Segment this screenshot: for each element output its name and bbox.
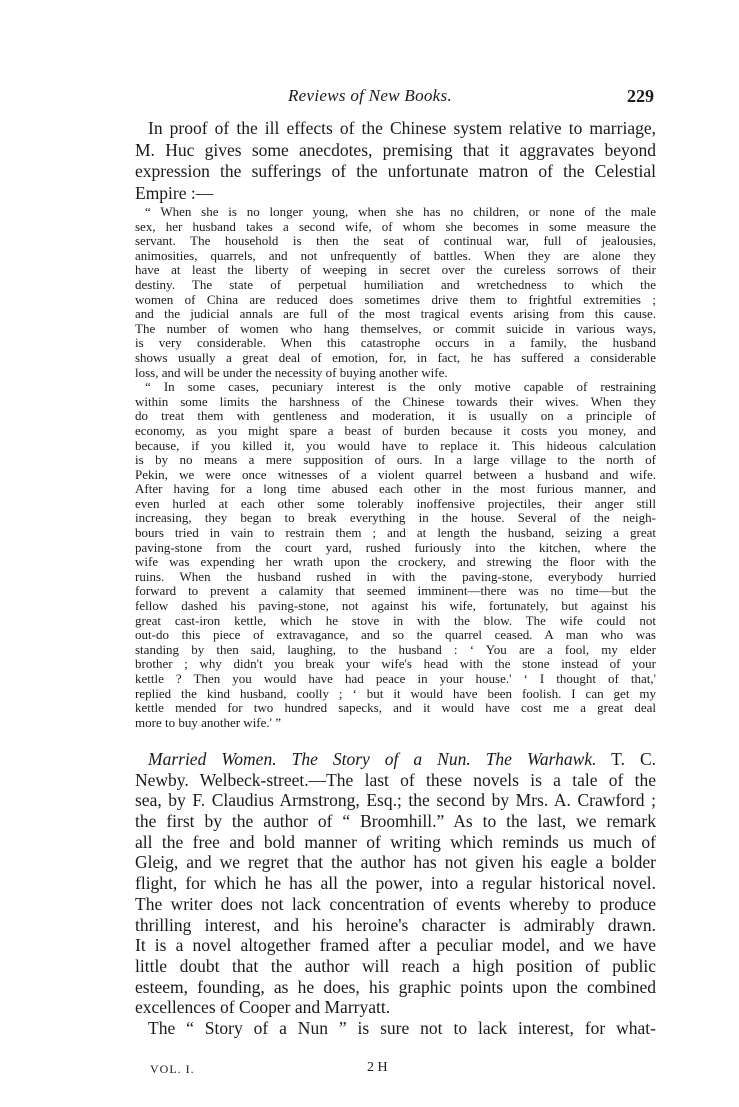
quote-line: kettle mended for two hundred sapecks, and it would have cost me a great deal: [135, 701, 656, 716]
review-paragraph: [135, 749, 656, 1039]
book-title: The Warhawk.: [485, 749, 597, 769]
quote-line: do treat them with gentleness and moderation, it is usually on a principle of: [135, 409, 656, 424]
review-heading-line: [135, 749, 656, 770]
quote-line: “ In some cases, pecuniary interest is the only motive capable of restraining: [145, 380, 656, 395]
text-line: the first by the author of “ Broomhill.” As to the last, we remark: [135, 811, 656, 832]
quote-line: paving-stone from the court yard, rushed furiously into the kitchen, where the: [135, 540, 656, 555]
text-line: The “ Story of a Nun ” is sure not to lack interest, for what-: [148, 1017, 656, 1038]
text-line: all the free and bold manner of writing which reminds us much of: [135, 831, 656, 852]
quote-line: servant. The household is then the seat of continual war, full of jealousies,: [135, 234, 656, 249]
text-line: The writer does not lack concentration of events whereby to produce: [135, 893, 656, 914]
signature-mark: 2 H: [367, 1060, 388, 1075]
block-quote: [135, 205, 656, 730]
quote-line: forward to prevent a calamity that seemed imminent—there was no time—but the: [135, 584, 656, 599]
text-line: sea, by F. Claudius Armstrong, Esq.; the second by Mrs. A. Crawford ;: [135, 790, 656, 811]
volume-mark: VOL. I.: [150, 1062, 195, 1076]
page-header: [138, 86, 658, 110]
text-line: Newby. Welbeck-street.—The last of these novels is a tale of the: [135, 769, 656, 790]
publisher: T. C.: [611, 749, 656, 769]
intro-paragraph: [135, 118, 656, 204]
quote-line: out-do this piece of extravagance, and so the quarrel ceased. A man who was: [135, 628, 656, 643]
quote-line: loss, and will be under the necessity of buying another wife.: [135, 365, 448, 380]
quote-line: animosities, quarrels, and not unfrequently of battles. When they are alone they: [135, 248, 656, 263]
text-line: It is a novel altogether framed after a peculiar model, and we have: [135, 935, 656, 956]
quote-line: is very considerable. When this catastrophe occurs in a family, the husband: [135, 336, 656, 351]
quote-line: even hurled at each other some tolerably inoffensive projectiles, their anger still: [135, 496, 656, 511]
quote-line: wife was expending her wrath upon the crockery, and strewing the floor with the: [135, 555, 656, 570]
text-line: Empire :—: [135, 182, 214, 203]
quote-line: shows usually a great deal of emotion, for, in fact, he has suffered a considerable: [135, 350, 656, 365]
quote-line: great cast-iron kettle, which he stove in with the blow. The wife could not: [135, 613, 656, 628]
quote-line: and the judicial annals are full of the most tragical events arising from this cause.: [135, 307, 656, 322]
quote-line: bours tried in vain to restrain them ; and at length the husband, seizing a great: [135, 526, 656, 541]
text-line: thrilling interest, and his heroine's character is admirably drawn.: [135, 914, 656, 935]
quote-line: kettle ? Then you would have had peace in your house.' ‘ I thought of that,': [135, 672, 656, 686]
text-line: flight, for which he has all the power, into a regular historical novel.: [135, 873, 656, 894]
quote-line: After having for a long time abused each other in the most furious manner, and: [135, 482, 656, 497]
quote-line: The number of women who hang themselves, or commit suicide in various ways,: [135, 321, 656, 336]
quote-line: “ When she is no longer young, when she has no children, or none of the male: [145, 205, 656, 219]
page-footer: [150, 1062, 450, 1080]
quote-line: Pekin, we were once witnesses of a violent quarrel between a husband and wife.: [135, 467, 656, 482]
text-line: In proof of the ill effects of the Chinese system relative to marriage,: [148, 118, 656, 138]
quote-line: sex, her husband takes a second wife, of whom she becomes in some measure the: [135, 219, 656, 234]
quote-line: increasing, they began to break everything in the house. Several of the neigh-: [135, 511, 656, 526]
quote-line: women of China are reduced does sometimes drive them to frightful extremities ;: [135, 292, 656, 307]
quote-line: fellow dashed his paving-stone, not against his wife, fortunately, but against his: [135, 599, 656, 614]
quote-line: more to buy another wife.' ”: [135, 715, 282, 730]
quote-line: within some limits the harshness of the Chinese towards their wives. When they: [135, 394, 656, 409]
book-title: Married Women.: [148, 749, 277, 769]
text-line: excellences of Cooper and Marryatt.: [135, 997, 391, 1018]
quote-line: replied the kind husband, coolly ; ‘ but it would have been foolish. I can get my: [135, 686, 656, 701]
quote-line: have at least the liberty of weeping in secret over the cureless sorrows of their: [135, 263, 656, 278]
quote-line: brother ; why didn't you break your wife's head with the stone instead of your: [135, 657, 656, 672]
text-line: M. Huc gives some anecdotes, premising that it aggravates beyond: [135, 139, 656, 160]
page-number: 229: [627, 86, 654, 106]
running-title: Reviews of New Books.: [288, 86, 452, 105]
text-line: little doubt that the author will reach a high position of public: [135, 955, 656, 976]
quote-line: is by no means a mere supposition of ours. In a large village to the north of: [135, 453, 656, 468]
text-line: Gleig, and we regret that the author has not given his eagle a bolder: [135, 852, 656, 873]
quote-line: destiny. The state of perpetual humiliation and wretchedness to which the: [135, 277, 656, 292]
quote-line: standing by then said, laughing, to the husband : ‘ You are a fool, my elder: [135, 642, 656, 657]
quote-line: because, if you killed it, you would have to replace it. This hideous calculation: [135, 438, 656, 453]
quote-line: economy, as you might spare a beast of burden because it costs you money, and: [135, 423, 656, 438]
text-line: esteem, founding, as he does, his graphic points upon the combined: [135, 976, 656, 997]
text-line: expression the sufferings of the unfortunate matron of the Celestial: [135, 161, 656, 181]
quote-line: ruins. When the husband rushed in with the paving-stone, everybody hurried: [135, 569, 656, 584]
book-title: The Story of a Nun.: [291, 749, 471, 769]
